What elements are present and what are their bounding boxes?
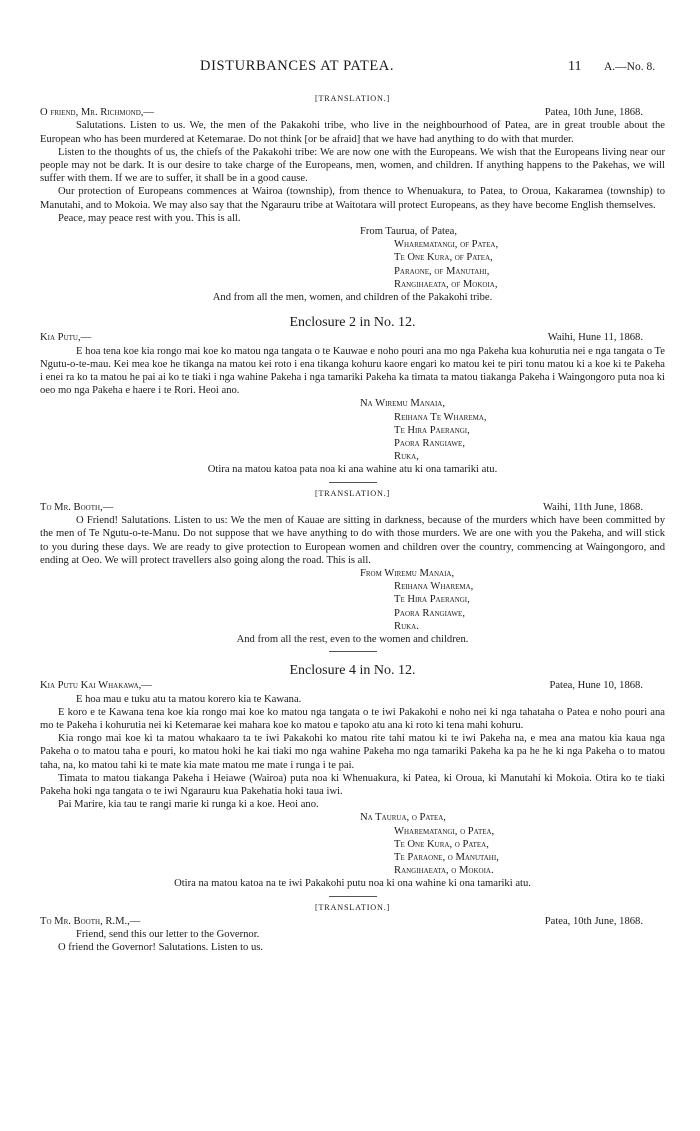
signature-line: Te One Kura, o Patea, <box>394 838 489 850</box>
paragraph: Salutations. Listen to us. We, the men of the Pakakohi tribe, who live in the neighbourhood of Patea, are in great trouble about the European who has been murdered at Ketemarae. Do not think [or be afraid] that we have had anything to do with that murder. <box>40 120 665 145</box>
salutation: Kia Putu Kai Whakawa,— <box>40 680 152 692</box>
signatures <box>360 567 665 633</box>
place-date: Patea, 10th June, 1868. <box>544 915 643 927</box>
letter-header <box>40 331 665 344</box>
paragraph: Our protection of Europeans commences at Wairoa (township), from thence to Whenuakura, to Patea, to Oroua, Kakaramea (township) to Manutahi, and to Mokoia. We may also say that the Ngarauru tribe at Waitotara will protect Europeans, as they have become English themselves. <box>40 186 665 211</box>
signature-line: Ruka. <box>394 620 419 632</box>
letter-booth-translation <box>40 487 665 652</box>
signatures <box>360 225 665 291</box>
place-date: Waihi, 11th June, 1868. <box>543 501 643 513</box>
translation-label: [TRANSLATION.] <box>314 94 391 103</box>
document-body <box>40 92 665 954</box>
signature-line: Te One Kura, of Patea, <box>394 252 493 264</box>
page-title: DISTURBANCES AT PATEA. <box>200 58 395 74</box>
paragraph: Pai Marire, kia tau te rangi marie ki runga ki a koe. Heoi ano. <box>58 799 319 811</box>
signature-line: Na Taurua, o Patea, <box>360 812 446 824</box>
signature-line: Wharematangi, of Patea, <box>394 239 499 251</box>
closing-line: Otira na matou katoa pata noa ki ana wahine atu ki ona tamariki atu. <box>207 464 498 476</box>
paragraph: Listen to the thoughts of us, the chiefs of the Pakakohi tribe: We are now one with the Europeans. We wish that the Europeans living near our people may not be dark. It is our desire to take charge of the Europeans, men, women, and children. If anything happens to the Pakehas, we will suffer with them. If we are to suffer, it shall be in a good cause. <box>40 146 665 185</box>
signature-line: From Wiremu Manaia, <box>360 567 455 579</box>
enclosure-heading: Enclosure 4 in No. 12. <box>289 663 416 679</box>
divider <box>329 651 377 652</box>
translation-label: [TRANSLATION.] <box>314 902 391 912</box>
salutation: To Mr. Booth, R.M.,— <box>40 915 141 927</box>
place-date: Patea, 10th June, 1868. <box>544 107 643 119</box>
paragraph: O Friend! Salutations. Listen to us: We the men of Kauae are sitting in darkness, because of the murders which have been committed by the men of Te Ngutu-o-te-Manu. Do not suppose that we have anything to do with those murders. We are one with you the Pakeha, and will stick to you during these days. We are ready to give protection to European women and children over the country, commencing at Waingongoro, and ending at Oeo. We will protect travellers also going along the road. This is all. <box>40 515 665 566</box>
enclosure-4 <box>40 664 665 896</box>
salutation: Kia Putu,— <box>40 332 92 344</box>
signature-line: Reihana Te Wharema, <box>394 411 487 423</box>
paragraph: E hoa tena koe kia rongo mai koe ko matou nga tangata o te Kauwae e noho pouri ana mo nga Pakeha kua kohurutia nei e nga tangata o Te Ngutu-o-te-mau. Kei mea koe he tikanga na matou kei roto i ena tikanga kohuru kaore engari ko matou kei te piri tonu matou ki a koe ki te Pakeha i enei ra ko ta matou he pai ai ko te tiaki i nga wahine Pakeha i nga tamariki Pakeha ka timata ta matou tiakanga Pakeha i Waingongoro puta noa ki oeo mo nga Pakeha e haere i te Rori. Heoi ano. <box>40 345 665 397</box>
signature-line: Na Wiremu Manaia, <box>360 398 445 410</box>
divider <box>329 482 377 483</box>
signature-line: Reihana Wharema, <box>394 581 474 593</box>
closing-line: And from all the rest, even to the women and children. <box>236 633 469 645</box>
signature-line: Te Paraone, o Manutahi, <box>394 851 499 863</box>
enclosure-heading: Enclosure 2 in No. 12. <box>289 315 416 331</box>
paragraph: O friend the Governor! Salutations. Listen to us. <box>58 942 264 954</box>
signature-line: Rangihaeata, o Mokoia. <box>394 865 494 877</box>
running-head <box>0 60 700 78</box>
divider <box>329 896 377 897</box>
paragraph: E hoa mau e tuku atu ta matou korero kia te Kawana. <box>76 693 302 705</box>
signatures <box>360 811 665 877</box>
signature-line: Ruka, <box>394 451 419 463</box>
document-reference: A.—No. 8. <box>604 61 656 73</box>
translation-label: [TRANSLATION.] <box>314 488 391 498</box>
paragraph: E koro e te Kawana tena koe kia rongo mai koe ko matou nga tangata o te iwi Pakakohi e noho nei ki nga tahataha o Patea e noho pouri ana mo te Pakeha i kohurutia nei ki Ketemarae kei mahara koe ko matou e tapoko atu ana ki roto ki tena mahi kohuru. <box>40 706 665 731</box>
signature-line: Paraone, of Manutahi, <box>394 265 490 277</box>
signature-line: Rangihaeata, of Mokoia, <box>394 278 498 290</box>
letter-header <box>40 679 665 692</box>
signatures <box>360 397 665 463</box>
signature-line: Te Hira Paerangi, <box>394 594 470 606</box>
letter-header <box>40 106 665 119</box>
closing-line: Otira na matou katoa na te iwi Pakakohi putu noa ki ona wahine ki ona tamariki atu. <box>174 878 531 890</box>
place-date: Waihi, Hune 11, 1868. <box>547 332 643 344</box>
signature-line: From Taurua, of Patea, <box>360 226 458 238</box>
signature-line: Te Hira Paerangi, <box>394 424 470 436</box>
signature-line: Paora Rangiawe, <box>394 438 465 450</box>
paragraph: Kia rongo mai koe ki ta matou whakaaro ta te iwi Pakakohi ko matou rite tahi matou ki te iwi Pakeha na, e mea ana matou kia kaua nga Pakeha o to matou taha e pouri, ko matou hoki he kai tiaki mo nga wahine Pakeha mo nga tamariki Pakeha ka pa he he ki nga Pakeha o to matou taha, na, ko matou tahi ki te mate kia mate matou me mate i runga i te pai. <box>40 733 665 771</box>
place-date: Patea, Hune 10, 1868. <box>549 680 643 692</box>
page-number: 11 <box>568 59 582 74</box>
paragraph: Friend, send this our letter to the Governor. <box>76 928 260 940</box>
signature-line: Paora Rangiawe, <box>394 607 465 619</box>
closing-line: And from all the men, women, and children of the Pakakohi tribe. <box>212 292 493 304</box>
letter-header <box>40 915 665 928</box>
paragraph: Timata to matou tiakanga Pakeha i Heiawe (Wairoa) puta noa ki Whenuakura, ki Patea, ki Oroua, ki Manutahi ki Mokoia. Otira ko te tiaki Pakeha hoki nga tangata o te iwi Ngarauru kua Pakehatia hoki taua iwi. <box>40 772 665 797</box>
paragraph: Peace, may peace rest with you. This is all. <box>58 212 241 224</box>
letter-header <box>40 501 665 514</box>
salutation: To Mr. Booth,— <box>40 501 114 513</box>
signature-line: Wharematangi, o Patea, <box>394 825 495 837</box>
enclosure-2 <box>40 316 665 482</box>
salutation: O friend, Mr. Richmond,— <box>40 107 155 119</box>
letter-richmond-translation <box>40 92 665 304</box>
letter-booth-rm-translation <box>40 901 665 955</box>
